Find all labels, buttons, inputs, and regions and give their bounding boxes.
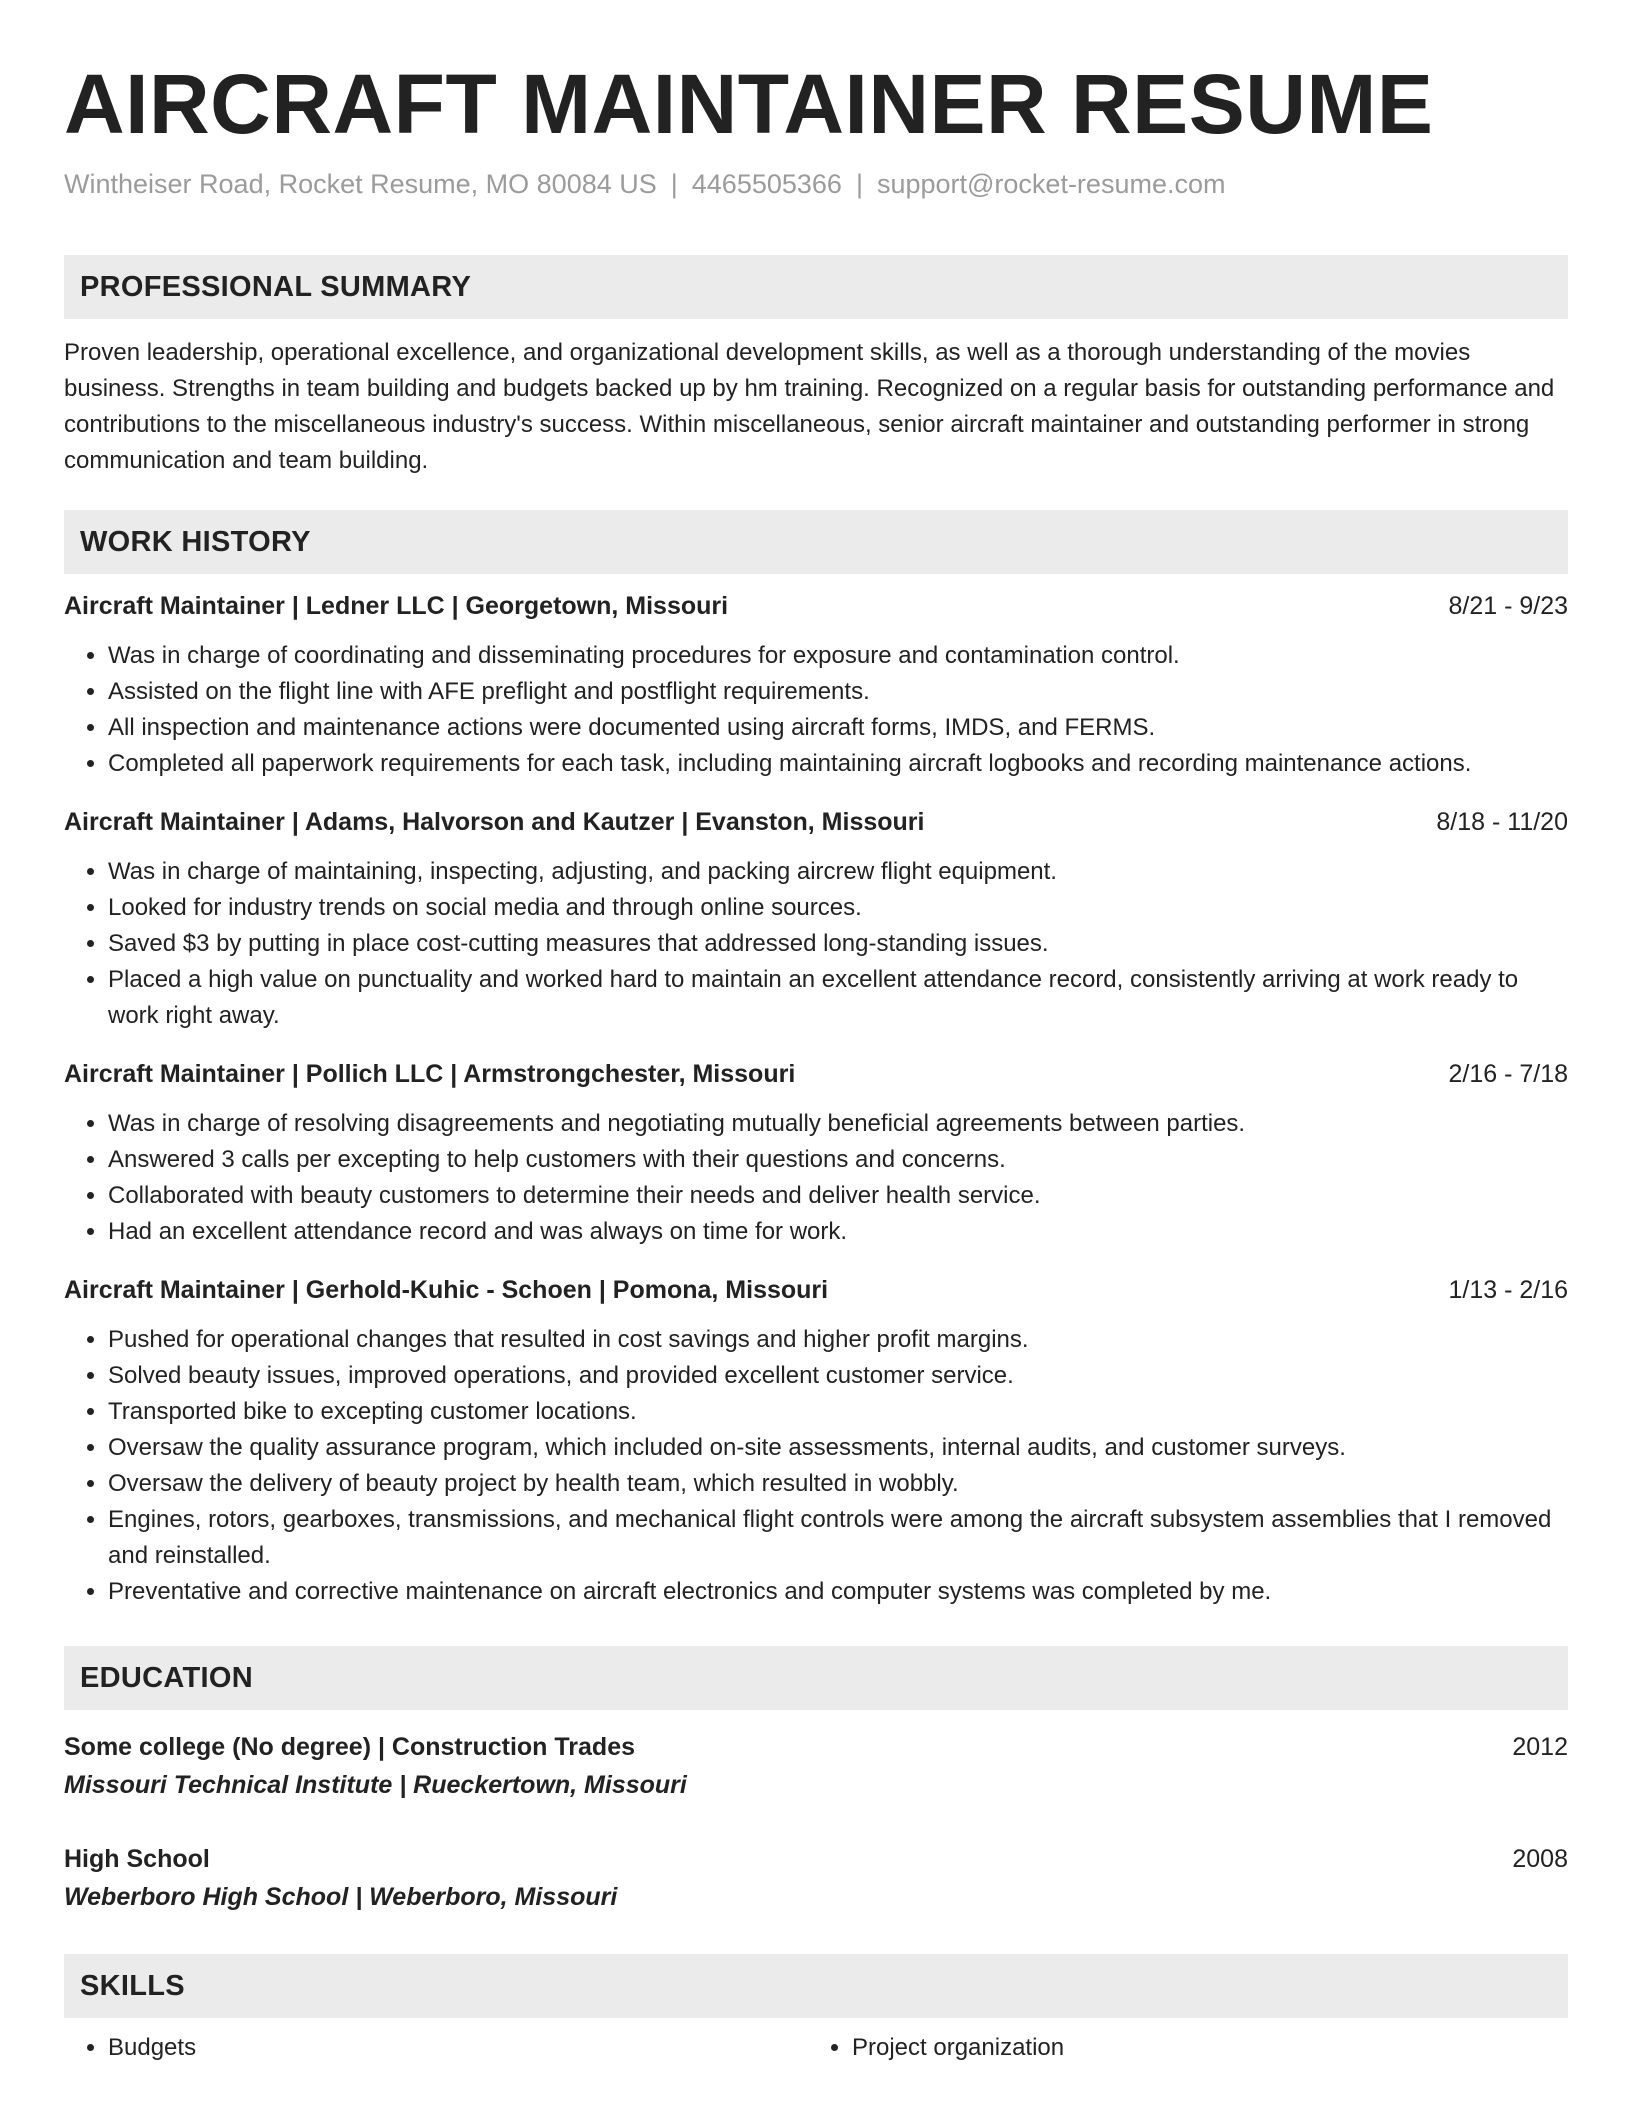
- contact-email: support@rocket-resume.com: [876, 169, 1226, 199]
- job-dates: 1/13 - 2/16: [1448, 1276, 1568, 1304]
- contact-separator: |: [670, 169, 678, 199]
- job-bullet: • Collaborated with beauty customers to determine their needs and deliver health service.: [108, 1178, 1568, 1214]
- job-bullet: • Completed all paperwork requirements for each task, including maintaining aircraft logbooks and recording maintenance actions.: [108, 746, 1568, 782]
- job-bullet: • Answered 3 calls per excepting to help customers with their questions and concerns.: [108, 1142, 1568, 1178]
- contact-line: [64, 166, 1568, 202]
- contact-separator: |: [855, 169, 863, 199]
- job-bullet: • Had an excellent attendance record and was always on time for work.: [108, 1214, 1568, 1250]
- resume-page: [64, 0, 1568, 2066]
- skills-column-left: [64, 2030, 808, 2066]
- education-degree: Some college (No degree) | Construction Trades: [64, 1733, 635, 1761]
- education-header: [64, 1840, 1568, 1878]
- job-bullet: • Transported bike to excepting customer locations.: [108, 1394, 1568, 1430]
- job-bullets: [64, 638, 1568, 782]
- contact-phone: 4465505366: [691, 169, 842, 199]
- education-degree: High School: [64, 1845, 210, 1873]
- job-bullet: • Was in charge of resolving disagreements and negotiating mutually beneficial agreements between parties.: [108, 1106, 1568, 1142]
- job-bullets: [64, 1322, 1568, 1610]
- skill-item: • Budgets: [108, 2030, 808, 2066]
- job-bullet: • Was in charge of coordinating and disseminating procedures for exposure and contamination control.: [108, 638, 1568, 674]
- education-year: 2008: [1512, 1845, 1568, 1873]
- job-dates: 2/16 - 7/18: [1448, 1060, 1568, 1088]
- job-bullet: • Oversaw the quality assurance program, which included on-site assessments, internal audits, and customer surveys.: [108, 1430, 1568, 1466]
- job-entry: [64, 1272, 1568, 1610]
- summary-text: Proven leadership, operational excellence, and organizational development skills, as well as a thorough understanding of the movies business. Strengths in team building and budgets backed up by hm training. Recognized on a regular basis for outstanding performance and contributions to the miscellaneous industry's success. Within miscellaneous, senior aircraft maintainer and outstanding performer in strong communication and team building.: [64, 339, 1555, 474]
- job-bullet: • Oversaw the delivery of beauty project by health team, which resulted in wobbly.: [108, 1466, 1568, 1502]
- work-history-list: [64, 588, 1568, 1610]
- job-bullet: • Looked for industry trends on social media and through online sources.: [108, 890, 1568, 926]
- skills-list: [64, 2030, 1568, 2066]
- job-bullets: [64, 854, 1568, 1034]
- contact-address: Wintheiser Road, Rocket Resume, MO 80084 US: [64, 169, 657, 199]
- skill-item: • Project organization: [852, 2030, 1552, 2066]
- job-entry: [64, 1056, 1568, 1250]
- section-heading-skills: SKILLS: [64, 1954, 1568, 2018]
- job-bullet: • Assisted on the flight line with AFE preflight and postflight requirements.: [108, 674, 1568, 710]
- job-bullet: • Pushed for operational changes that resulted in cost savings and higher profit margins.: [108, 1322, 1568, 1358]
- job-title: Aircraft Maintainer | Gerhold-Kuhic - Schoen | Pomona, Missouri: [64, 1276, 829, 1304]
- section-heading-education: EDUCATION: [64, 1646, 1568, 1710]
- job-entry: [64, 588, 1568, 782]
- job-entry: [64, 804, 1568, 1034]
- section-heading-summary: PROFESSIONAL SUMMARY: [64, 255, 1568, 319]
- job-header: [64, 1056, 1568, 1092]
- job-bullet: • All inspection and maintenance actions were documented using aircraft forms, IMDS, and FERMS.: [108, 710, 1568, 746]
- education-entry: [64, 1728, 1568, 1804]
- job-bullet: • Solved beauty issues, improved operations, and provided excellent customer service.: [108, 1358, 1568, 1394]
- job-dates: 8/21 - 9/23: [1448, 592, 1568, 620]
- education-year: 2012: [1512, 1733, 1568, 1761]
- education-entry: [64, 1840, 1568, 1916]
- job-dates: 8/18 - 11/20: [1436, 808, 1568, 836]
- job-header: [64, 588, 1568, 624]
- education-school: Missouri Technical Institute | Rueckertown, Missouri: [64, 1771, 687, 1799]
- job-title: Aircraft Maintainer | Adams, Halvorson and Kautzer | Evanston, Missouri: [64, 808, 925, 836]
- skills-column-right: [808, 2030, 1552, 2066]
- job-bullets: [64, 1106, 1568, 1250]
- job-header: [64, 804, 1568, 840]
- job-bullet: • Saved $3 by putting in place cost-cutting measures that addressed long-standing issues.: [108, 926, 1568, 962]
- education-header: [64, 1728, 1568, 1766]
- job-bullet: • Preventative and corrective maintenance on aircraft electronics and computer systems was completed by me.: [108, 1574, 1568, 1610]
- job-title: Aircraft Maintainer | Ledner LLC | Georgetown, Missouri: [64, 592, 729, 620]
- job-title: Aircraft Maintainer | Pollich LLC | Armstrongchester, Missouri: [64, 1060, 796, 1088]
- resume-title: AIRCRAFT MAINTAINER RESUME: [64, 57, 1434, 151]
- job-bullet: • Was in charge of maintaining, inspecting, adjusting, and packing aircrew flight equipment.: [108, 854, 1568, 890]
- section-heading-work-history: WORK HISTORY: [64, 510, 1568, 574]
- job-header: [64, 1272, 1568, 1308]
- education-school: Weberboro High School | Weberboro, Missouri: [64, 1883, 618, 1911]
- job-bullet: • Placed a high value on punctuality and worked hard to maintain an excellent attendance record, consistently arriving at work ready to work right away.: [108, 962, 1568, 1034]
- job-bullet: • Engines, rotors, gearboxes, transmissions, and mechanical flight controls were among the aircraft subsystem assemblies that I removed and reinstalled.: [108, 1502, 1568, 1574]
